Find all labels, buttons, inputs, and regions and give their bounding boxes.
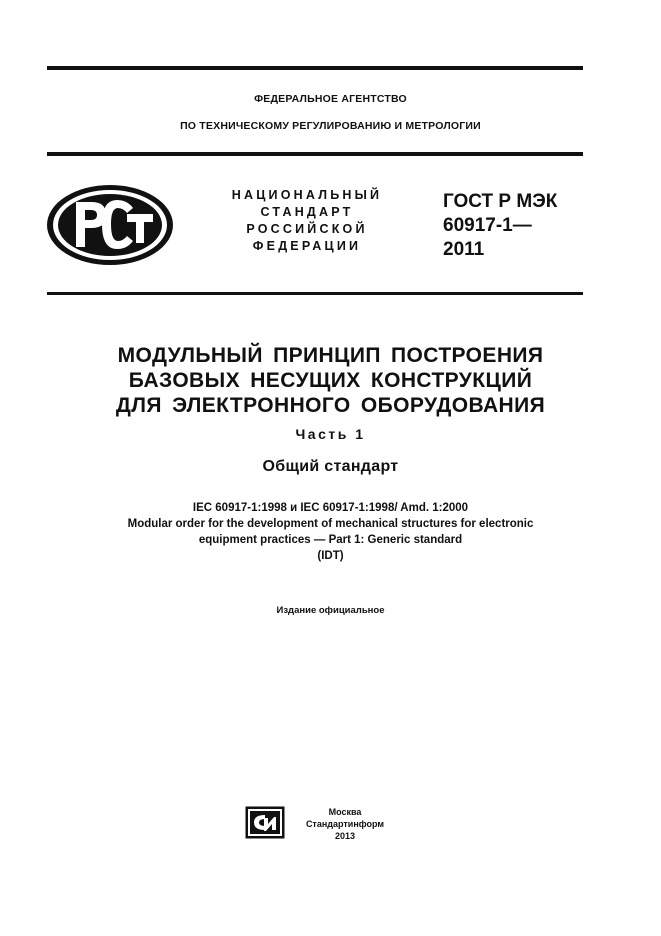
gost-line-2: 60917-1— bbox=[443, 215, 532, 236]
publisher-name: Стандартинформ bbox=[305, 819, 385, 829]
national-line-2: СТАНДАРТ bbox=[260, 205, 354, 219]
header-rule bbox=[47, 152, 583, 156]
national-line-4: ФЕДЕРАЦИИ bbox=[252, 239, 362, 253]
iec-line-2: Modular order for the development of mechanical structures for electronic bbox=[127, 518, 534, 530]
edition-label: Издание официальное bbox=[276, 605, 385, 616]
national-line-3: РОССИЙСКОЙ bbox=[246, 222, 368, 236]
document-title bbox=[0, 343, 661, 418]
document-subtitle: Общий стандарт bbox=[262, 458, 399, 475]
iec-line-1: IEC 60917-1:1998 и IEC 60917-1:1998/ Amd. 1:2000 bbox=[192, 502, 469, 514]
gost-line-1: ГОСТ Р МЭК bbox=[443, 191, 558, 212]
gost-designation bbox=[443, 190, 593, 262]
iec-reference bbox=[0, 500, 661, 564]
title-line-3: ДЛЯ ЭЛЕКТРОННОГО ОБОРУДОВАНИЯ bbox=[115, 394, 546, 417]
part-label: Часть 1 bbox=[295, 426, 366, 442]
gost-line-3: 2011 bbox=[443, 239, 485, 260]
iec-line-4: (IDT) bbox=[317, 550, 344, 562]
national-standard-label bbox=[212, 187, 402, 255]
gost-r-certification-mark-icon bbox=[45, 183, 175, 267]
publisher-info bbox=[290, 806, 400, 842]
top-rule bbox=[47, 66, 583, 70]
title-line-2: БАЗОВЫХ НЕСУЩИХ КОНСТРУКЦИЙ bbox=[128, 369, 533, 392]
publisher-city: Москва bbox=[328, 807, 362, 817]
agency-line-1: ФЕДЕРАЛЬНОЕ АГЕНТСТВО bbox=[254, 93, 407, 105]
iec-line-3: equipment practices — Part 1: Generic standard bbox=[198, 534, 463, 546]
national-line-1: НАЦИОНАЛЬНЫЙ bbox=[231, 188, 383, 202]
publication-year: 2013 bbox=[334, 831, 356, 841]
standartinform-logo-icon bbox=[245, 806, 285, 839]
title-line-1: МОДУЛЬНЫЙ ПРИНЦИП ПОСТРОЕНИЯ bbox=[117, 344, 544, 367]
agency-line-2: ПО ТЕХНИЧЕСКОМУ РЕГУЛИРОВАНИЮ И МЕТРОЛОГИИ bbox=[180, 120, 481, 132]
standard-block-rule bbox=[47, 292, 583, 295]
